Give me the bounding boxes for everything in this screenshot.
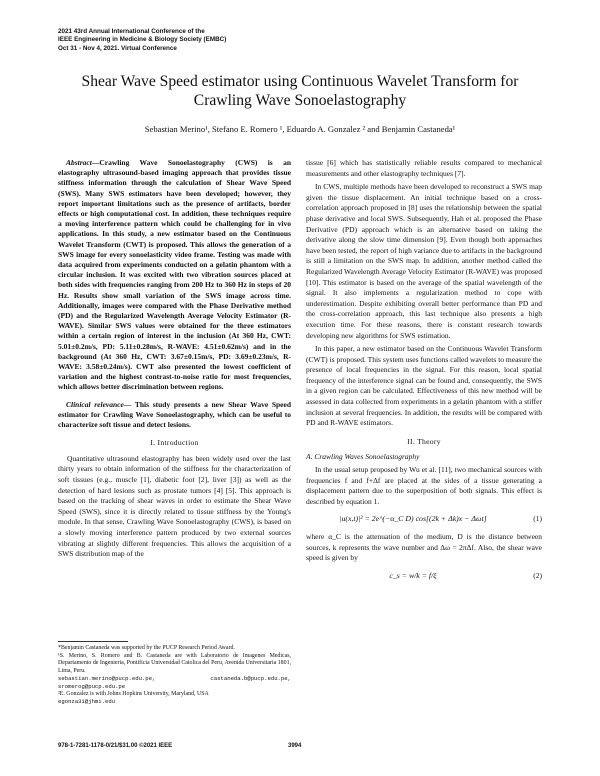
equation-2-number: (2) bbox=[533, 570, 542, 580]
section-heading-theory: II. Theory bbox=[407, 436, 441, 446]
footnote-rule bbox=[58, 641, 128, 642]
right-paragraph-0: tissue [6] which has statistically reliable results compared to mechanical measurements and other elastography techniques [7]. bbox=[306, 158, 542, 178]
clinical-relevance bbox=[58, 400, 291, 431]
footnote-emails-1: sebastian.merino@pucp.edu.pe, castaneda.b@pucp.edu.pe, sromerog@pucp.edu.pe bbox=[58, 675, 291, 690]
intro-paragraph: Quantitative ultrasound elastography has been widely used over the last thirty years to obtain information of the stiffness for the characterization of soft tissues (e.g., muscle [1], diabetic foot [2], liver [3]) as well as the detection of hard lesions such as prostate tumors [4] [5]. This approach is based on the tracking of shear waves in order to estimate the Shear Wave Speed (SWS), since it is directly related to tissue stiffness by the Young's module. In that sense, Crawling Wave Sonoelastography (CWS), is based on a slowly moving interference pattern produced by two external sources vibrating at slightly different frequencies. This allows the acquisition of a SWS distribution map of the bbox=[58, 453, 291, 559]
title-line-1: Shear Wave Speed estimator using Continuous Wavelet Transform for bbox=[81, 73, 519, 90]
footnote-affiliation-1: ¹S. Merino, S. Romero and B. Castaneda are with Laboratorio de Imagenes Medicas, Departamento de Ingenieria, Pontificia Universidad Catolica del Peru, Avenida Universitaria 1801, Lima, Peru. bbox=[58, 652, 291, 674]
author-list: Sebastian Merino¹, Stefano E. Romero ¹, Eduardo A. Gonzalez ² and Benjamin Castaneda¹ bbox=[144, 124, 456, 134]
equation-1 bbox=[306, 514, 542, 525]
left-column bbox=[58, 158, 291, 560]
footnotes bbox=[58, 641, 291, 706]
conference-line-3: Oct 31 - Nov 4, 2021. Virtual Conference bbox=[58, 44, 177, 52]
theory-paragraph-2: where α_C is the attenuation of the medium, D is the distance between sources, k represents the wave number and Δω = 2πΔf. Also, the shear wave speed is given by bbox=[306, 532, 542, 563]
clinical-label: Clinical relevance bbox=[66, 399, 124, 409]
isbn-copyright: 978-1-7281-1178-0/21/$31.00 ©2021 IEEE bbox=[58, 743, 173, 749]
abstract-label: Abstract bbox=[66, 158, 92, 167]
title-line-2: Crawling Wave Sonoelastography bbox=[193, 92, 407, 109]
footnote-affiliation-2: ²E. Gonzalez is with Johns Hopkins University, Maryland, USA bbox=[58, 690, 209, 697]
section-heading-introduction: I. Introduction bbox=[150, 438, 199, 448]
equation-1-body: |u(x,t)|² = 2e^(−α_C D) cos[(2k + Δk)x − Δωt] bbox=[339, 514, 487, 524]
right-column bbox=[306, 158, 542, 588]
paper-title bbox=[40, 72, 560, 110]
page-number: 3994 bbox=[288, 743, 302, 749]
right-paragraph-1: In CWS, multiple methods have been developed to reconstruct a SWS map given the tissue displacement. An initial technique based on a cross-correlation approach proposed in [8] uses the relationship between the spatial phase derivative and local SWS. Subsequently, Hah et al. proposed the Phase Derivative (PD) approach which is an alternative based on taking the derivative along the slow time dimension [9]. Even though both approaches have been tested, the report of high variance due to artifacts in the background is still a limitation on the SWS map. In addition, another method called the Regularized Wavelength Average Velocity Estimator (R-WAVE) was proposed [10]. This estimator is based on the average of the spatial wavelength of the signal. It also implements a regularization method to cope with underestimation. Despite exhibiting overall better performance than PD and the cross-correlation approach, this last technique also presents a high execution time. For these reasons, there is constant research towards developing new algorithms for SWS estimation. bbox=[306, 182, 542, 340]
equation-2 bbox=[306, 571, 542, 582]
equation-1-number: (1) bbox=[533, 514, 542, 524]
conference-line-2: IEEE Engineering in Medicine & Biology Society (EMBC) bbox=[58, 36, 227, 44]
right-paragraph-2: In this paper, a new estimator based on the Continuous Wavelet Transform (CWT) is proposed. This system uses functions called wavelets to measure the presence of local frequencies in the signal. For this reason, local spatial frequency of the interference signal can be found and, consequently, the SWS in a given region can be calculated. Effectiveness of this new method will be assessed in data collected from experiments in a gelatin phantom with a stiffer inclusion at several frequencies. In addition, the results will be compared with PD and R-WAVE estimators. bbox=[306, 344, 542, 428]
abstract bbox=[58, 158, 291, 393]
conference-header bbox=[58, 28, 226, 53]
footnote-emails-2: egonza31@jhmi.edu bbox=[58, 698, 116, 706]
subsection-heading-cws: A. Crawling Waves Sonoelastography bbox=[306, 452, 420, 462]
equation-2-body: c_s = w/k = f/ξ bbox=[389, 570, 437, 580]
clinical-text: — This study presents a new Shear Wave Speed estimator for Crawling Wave Sonoelastography, which can be useful to characterize soft tissue and detect lesions. bbox=[58, 399, 291, 430]
theory-paragraph: In the usual setup proposed by Wu et al. [11], two mechanical sources with frequencies f and f+Δf are placed at the sides of a tissue generating a displacement pattern due to the superposition of both signals. This effect is described by equation 1. bbox=[306, 465, 542, 506]
footnote-funding: *Benjamin Castaneda was supported by the PUCP Research Period Award. bbox=[58, 645, 235, 651]
abstract-text: —Crawling Wave Sonoelastography (CWS) is an elastography ultrasound-based imaging approach that provides tissue stiffness information through the calculation of Shear Wave Speed (SWS). Many SWS estimators have been developed; however, they report important limitations such as the presence of artifacts, border effects or high computational cost. In addition, these techniques require a moving interference pattern which could be challenging for in vivo applications. In this study, a new estimator based on the Continuous Wavelet Transform (CWT) is proposed. This allows the generation of a SWS image for every sonoelasticity video frame. Testing was made with data acquired from experiments conducted on a gelatin phantom with a circular inclusion. It was excited with two vibration sources placed at both sides with frequencies ranging from 200 Hz to 360 Hz in steps of 20 Hz. Results show small variation of the SWS image across time. Additionally, images were compared with the Phase Derivative method (PD) and the Regularized Wavelength Average Velocity Estimator (R-WAVE). Similar SWS values were obtained for the three estimators within a certain region of interest in the inclusion (At 360 Hz, CWT: 5.01±0.2m/s, PD: 5.11±0.28m/s, R-WAVE: 4.51±0.62m/s) and in the background (At 360 Hz, CWT: 3.67±0.15m/s, PD: 3.69±0.23m/s, R-WAVE: 3.58±0.24m/s). CWT also presented the lowest coefficient of variation and the highest contrast-to-noise ratio for most frequencies, which allows better discrimination between regions. bbox=[58, 158, 291, 392]
conference-line-1: 2021 43rd Annual International Conference of the bbox=[58, 28, 205, 35]
